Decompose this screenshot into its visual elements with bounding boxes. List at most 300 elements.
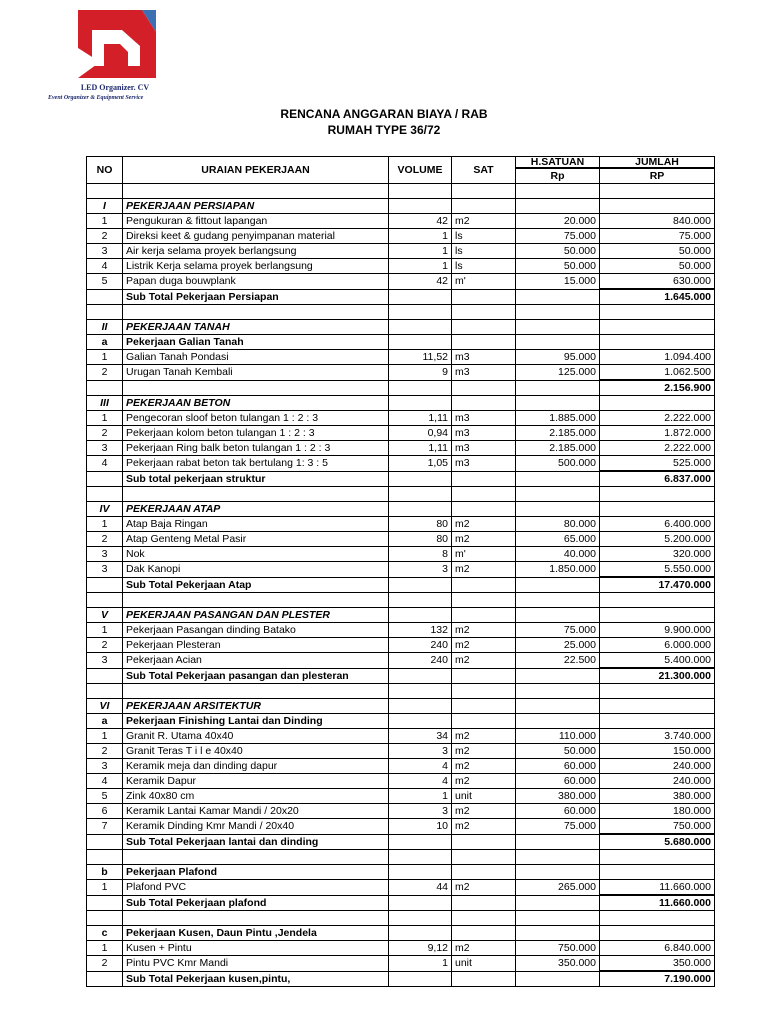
logo-tagline: Event Organizer & Equipment Service: [48, 95, 144, 101]
cell-sat: [452, 834, 516, 850]
cell-sat: m2: [452, 759, 516, 774]
cell-hsatuan: 265.000: [516, 880, 600, 896]
cell-no: IV: [87, 502, 123, 517]
header-no: NO: [87, 157, 123, 184]
cell-volume: 4: [389, 774, 452, 789]
cell-no: 3: [87, 653, 123, 669]
cell-sat: m2: [452, 804, 516, 819]
table-row: [87, 214, 715, 229]
cell-sat: [452, 305, 516, 320]
cell-jumlah: 1.062.500: [600, 365, 715, 381]
cell-volume: [389, 699, 452, 714]
cell-hsatuan: 1.850.000: [516, 562, 600, 578]
rab-table: [86, 156, 715, 987]
cell-hsatuan: [516, 911, 600, 926]
cell-uraian: Pintu PVC Kmr Mandi: [123, 956, 389, 972]
cell-sat: [452, 396, 516, 411]
cell-uraian: [123, 184, 389, 199]
cell-jumlah: 3.740.000: [600, 729, 715, 744]
cell-sat: m2: [452, 638, 516, 653]
cell-no: [87, 684, 123, 699]
cell-jumlah: 1.094.400: [600, 350, 715, 365]
cell-volume: [389, 305, 452, 320]
cell-sat: m3: [452, 411, 516, 426]
cell-hsatuan: [516, 926, 600, 941]
cell-jumlah: [600, 714, 715, 729]
cell-hsatuan: [516, 502, 600, 517]
cell-jumlah: [600, 305, 715, 320]
cell-uraian: Dak Kanopi: [123, 562, 389, 578]
cell-no: 1: [87, 411, 123, 426]
cell-jumlah: 840.000: [600, 214, 715, 229]
cell-sat: m3: [452, 456, 516, 472]
table-row: [87, 956, 715, 972]
table-row: [87, 244, 715, 259]
cell-jumlah: 1.872.000: [600, 426, 715, 441]
cell-uraian: Sub Total Pekerjaan pasangan dan plesteran: [123, 668, 389, 684]
section-row: [87, 320, 715, 335]
cell-uraian: PEKERJAAN BETON: [123, 396, 389, 411]
table-row: [87, 759, 715, 774]
cell-no: 1: [87, 214, 123, 229]
cell-hsatuan: 50.000: [516, 259, 600, 274]
table-row: [87, 819, 715, 835]
cell-volume: 240: [389, 653, 452, 669]
cell-uraian: Papan duga bouwplank: [123, 274, 389, 290]
cell-jumlah: [600, 684, 715, 699]
cell-no: [87, 305, 123, 320]
cell-hsatuan: [516, 305, 600, 320]
blank-row: [87, 850, 715, 865]
header-sat: SAT: [452, 157, 516, 184]
cell-sat: [452, 926, 516, 941]
cell-sat: m2: [452, 819, 516, 835]
cell-volume: [389, 608, 452, 623]
cell-uraian: Pekerjaan Acian: [123, 653, 389, 669]
header-hsatuan-unit: Rp: [516, 168, 600, 184]
table-row: [87, 638, 715, 653]
cell-hsatuan: 60.000: [516, 774, 600, 789]
cell-volume: [389, 668, 452, 684]
cell-jumlah: 2.222.000: [600, 411, 715, 426]
cell-sat: [452, 699, 516, 714]
subtotal-row: [87, 380, 715, 396]
cell-jumlah: 11.660.000: [600, 880, 715, 896]
cell-jumlah: 350.000: [600, 956, 715, 972]
cell-volume: [389, 850, 452, 865]
cell-no: 2: [87, 956, 123, 972]
table-row: [87, 456, 715, 472]
cell-volume: [389, 834, 452, 850]
cell-hsatuan: [516, 684, 600, 699]
cell-sat: [452, 320, 516, 335]
cell-jumlah: 6.400.000: [600, 517, 715, 532]
cell-volume: 1: [389, 244, 452, 259]
table-row: [87, 623, 715, 638]
cell-no: [87, 593, 123, 608]
cell-volume: 9,12: [389, 941, 452, 956]
cell-volume: 42: [389, 274, 452, 290]
table-row: [87, 259, 715, 274]
subtotal-row: [87, 895, 715, 911]
cell-no: II: [87, 320, 123, 335]
cell-jumlah: [600, 184, 715, 199]
cell-uraian: [123, 684, 389, 699]
cell-jumlah: 5.550.000: [600, 562, 715, 578]
cell-uraian: Urugan Tanah Kembali: [123, 365, 389, 381]
cell-no: 6: [87, 804, 123, 819]
cell-hsatuan: [516, 593, 600, 608]
cell-uraian: Granit R. Utama 40x40: [123, 729, 389, 744]
cell-uraian: [123, 593, 389, 608]
cell-volume: 3: [389, 562, 452, 578]
cell-uraian: Sub Total Pekerjaan Atap: [123, 577, 389, 593]
cell-sat: m3: [452, 365, 516, 381]
cell-volume: 80: [389, 517, 452, 532]
cell-uraian: PEKERJAAN PASANGAN DAN PLESTER: [123, 608, 389, 623]
cell-volume: 42: [389, 214, 452, 229]
cell-sat: ls: [452, 244, 516, 259]
cell-uraian: Galian Tanah Pondasi: [123, 350, 389, 365]
cell-jumlah: 2.222.000: [600, 441, 715, 456]
house-logo-icon: [74, 8, 158, 80]
cell-no: 2: [87, 365, 123, 381]
cell-uraian: [123, 305, 389, 320]
cell-sat: m2: [452, 653, 516, 669]
cell-no: 3: [87, 441, 123, 456]
cell-jumlah: [600, 608, 715, 623]
cell-hsatuan: [516, 335, 600, 350]
subsection-row: [87, 926, 715, 941]
cell-sat: m2: [452, 214, 516, 229]
blank-row: [87, 184, 715, 199]
header-jumlah: JUMLAH: [600, 157, 715, 169]
blank-row: [87, 911, 715, 926]
cell-jumlah: 9.900.000: [600, 623, 715, 638]
cell-jumlah: [600, 593, 715, 608]
cell-volume: [389, 714, 452, 729]
cell-hsatuan: 60.000: [516, 804, 600, 819]
cell-hsatuan: 50.000: [516, 244, 600, 259]
cell-hsatuan: 1.885.000: [516, 411, 600, 426]
cell-no: 5: [87, 274, 123, 290]
cell-sat: [452, 850, 516, 865]
cell-volume: [389, 971, 452, 987]
cell-no: c: [87, 926, 123, 941]
cell-hsatuan: 75.000: [516, 229, 600, 244]
header-row-top: [87, 157, 715, 169]
cell-sat: m3: [452, 350, 516, 365]
cell-jumlah: 6.000.000: [600, 638, 715, 653]
cell-volume: [389, 593, 452, 608]
cell-uraian: PEKERJAAN ARSITEKTUR: [123, 699, 389, 714]
cell-jumlah: 5.400.000: [600, 653, 715, 669]
cell-no: III: [87, 396, 123, 411]
cell-volume: 1: [389, 259, 452, 274]
cell-sat: unit: [452, 789, 516, 804]
cell-sat: [452, 911, 516, 926]
subsection-row: [87, 714, 715, 729]
cell-hsatuan: [516, 289, 600, 305]
cell-hsatuan: [516, 199, 600, 214]
table-row: [87, 547, 715, 562]
cell-sat: [452, 668, 516, 684]
cell-uraian: Zink 40x80 cm: [123, 789, 389, 804]
cell-no: [87, 895, 123, 911]
cell-jumlah: 50.000: [600, 259, 715, 274]
cell-no: VI: [87, 699, 123, 714]
table-body: [87, 184, 715, 987]
cell-no: [87, 668, 123, 684]
cell-hsatuan: [516, 608, 600, 623]
cell-volume: 9: [389, 365, 452, 381]
cell-sat: m': [452, 274, 516, 290]
cell-hsatuan: [516, 380, 600, 396]
cell-uraian: Pekerjaan Galian Tanah: [123, 335, 389, 350]
cell-volume: [389, 335, 452, 350]
cell-no: [87, 971, 123, 987]
cell-no: [87, 834, 123, 850]
cell-hsatuan: 20.000: [516, 214, 600, 229]
cell-uraian: Pekerjaan Finishing Lantai dan Dinding: [123, 714, 389, 729]
section-row: [87, 608, 715, 623]
cell-sat: [452, 593, 516, 608]
cell-sat: [452, 289, 516, 305]
cell-hsatuan: 50.000: [516, 744, 600, 759]
cell-uraian: Pekerjaan Pasangan dinding Batako: [123, 623, 389, 638]
cell-sat: [452, 577, 516, 593]
cell-no: a: [87, 335, 123, 350]
cell-uraian: Sub Total Pekerjaan plafond: [123, 895, 389, 911]
cell-hsatuan: [516, 865, 600, 880]
cell-sat: [452, 684, 516, 699]
cell-sat: m': [452, 547, 516, 562]
cell-volume: [389, 895, 452, 911]
cell-sat: [452, 487, 516, 502]
blank-row: [87, 487, 715, 502]
cell-jumlah: [600, 502, 715, 517]
cell-sat: ls: [452, 259, 516, 274]
table-row: [87, 229, 715, 244]
cell-jumlah: 750.000: [600, 819, 715, 835]
cell-hsatuan: 125.000: [516, 365, 600, 381]
cell-no: [87, 184, 123, 199]
cell-uraian: Pekerjaan Kusen, Daun Pintu ,Jendela: [123, 926, 389, 941]
cell-no: 1: [87, 880, 123, 896]
cell-no: I: [87, 199, 123, 214]
cell-no: [87, 850, 123, 865]
section-row: [87, 396, 715, 411]
cell-jumlah: [600, 199, 715, 214]
cell-no: 4: [87, 774, 123, 789]
header-uraian: URAIAN PEKERJAAN: [123, 157, 389, 184]
cell-uraian: Keramik Dapur: [123, 774, 389, 789]
cell-volume: 1: [389, 789, 452, 804]
cell-volume: [389, 684, 452, 699]
cell-no: [87, 577, 123, 593]
cell-uraian: Kusen + Pintu: [123, 941, 389, 956]
cell-uraian: Air kerja selama proyek berlangsung: [123, 244, 389, 259]
cell-jumlah: 525.000: [600, 456, 715, 472]
cell-sat: m2: [452, 744, 516, 759]
cell-no: 4: [87, 259, 123, 274]
cell-sat: [452, 471, 516, 487]
cell-sat: [452, 895, 516, 911]
cell-volume: 4: [389, 759, 452, 774]
table-row: [87, 729, 715, 744]
subsection-row: [87, 335, 715, 350]
header-volume: VOLUME: [389, 157, 452, 184]
cell-hsatuan: 80.000: [516, 517, 600, 532]
table-row: [87, 411, 715, 426]
cell-hsatuan: [516, 699, 600, 714]
cell-no: [87, 380, 123, 396]
table-row: [87, 441, 715, 456]
cell-sat: [452, 502, 516, 517]
cell-jumlah: [600, 926, 715, 941]
cell-hsatuan: [516, 577, 600, 593]
section-row: [87, 199, 715, 214]
cell-sat: m2: [452, 941, 516, 956]
subsection-row: [87, 865, 715, 880]
cell-volume: 44: [389, 880, 452, 896]
cell-hsatuan: 110.000: [516, 729, 600, 744]
cell-jumlah: 17.470.000: [600, 577, 715, 593]
cell-sat: m2: [452, 562, 516, 578]
cell-uraian: Sub total pekerjaan struktur: [123, 471, 389, 487]
cell-sat: [452, 380, 516, 396]
cell-hsatuan: [516, 850, 600, 865]
cell-uraian: Granit Teras T i l e 40x40: [123, 744, 389, 759]
table-row: [87, 562, 715, 578]
cell-jumlah: 75.000: [600, 229, 715, 244]
cell-sat: m3: [452, 426, 516, 441]
cell-no: 2: [87, 638, 123, 653]
cell-volume: 11,52: [389, 350, 452, 365]
cell-no: 2: [87, 532, 123, 547]
cell-uraian: Pengukuran & fittout lapangan: [123, 214, 389, 229]
cell-uraian: Sub Total Pekerjaan kusen,pintu,: [123, 971, 389, 987]
cell-no: 4: [87, 456, 123, 472]
cell-jumlah: 380.000: [600, 789, 715, 804]
cell-volume: [389, 396, 452, 411]
subtotal-row: [87, 668, 715, 684]
cell-hsatuan: [516, 471, 600, 487]
cell-uraian: PEKERJAAN ATAP: [123, 502, 389, 517]
cell-jumlah: [600, 850, 715, 865]
cell-uraian: Atap Genteng Metal Pasir: [123, 532, 389, 547]
cell-uraian: Pekerjaan Plafond: [123, 865, 389, 880]
cell-sat: ls: [452, 229, 516, 244]
cell-no: 3: [87, 244, 123, 259]
cell-hsatuan: 65.000: [516, 532, 600, 547]
cell-hsatuan: 350.000: [516, 956, 600, 972]
cell-sat: [452, 608, 516, 623]
cell-sat: m3: [452, 441, 516, 456]
table-row: [87, 744, 715, 759]
blank-row: [87, 305, 715, 320]
cell-jumlah: [600, 396, 715, 411]
cell-uraian: Pekerjaan rabat beton tak bertulang 1: 3 : 5: [123, 456, 389, 472]
cell-uraian: Sub Total Pekerjaan Persiapan: [123, 289, 389, 305]
cell-volume: 1: [389, 956, 452, 972]
cell-sat: m2: [452, 517, 516, 532]
cell-hsatuan: 95.000: [516, 350, 600, 365]
cell-volume: 240: [389, 638, 452, 653]
cell-no: 5: [87, 789, 123, 804]
cell-jumlah: 6.840.000: [600, 941, 715, 956]
cell-jumlah: [600, 699, 715, 714]
cell-volume: 1,11: [389, 411, 452, 426]
cell-sat: [452, 199, 516, 214]
subtotal-row: [87, 834, 715, 850]
header-hsatuan: H.SATUAN: [516, 157, 600, 169]
cell-jumlah: 630.000: [600, 274, 715, 290]
cell-volume: [389, 320, 452, 335]
cell-sat: [452, 335, 516, 350]
cell-no: 1: [87, 941, 123, 956]
cell-no: 3: [87, 562, 123, 578]
cell-uraian: Sub Total Pekerjaan lantai dan dinding: [123, 834, 389, 850]
cell-no: [87, 471, 123, 487]
cell-uraian: PEKERJAAN TANAH: [123, 320, 389, 335]
table-row: [87, 804, 715, 819]
subtotal-row: [87, 577, 715, 593]
cell-uraian: Pengecoran sloof beton tulangan 1 : 2 : 3: [123, 411, 389, 426]
cell-no: 1: [87, 729, 123, 744]
cell-volume: [389, 577, 452, 593]
cell-hsatuan: 380.000: [516, 789, 600, 804]
cell-jumlah: 5.680.000: [600, 834, 715, 850]
cell-volume: [389, 502, 452, 517]
cell-no: V: [87, 608, 123, 623]
cell-no: [87, 487, 123, 502]
cell-volume: 132: [389, 623, 452, 638]
cell-volume: 10: [389, 819, 452, 835]
cell-sat: m2: [452, 774, 516, 789]
cell-jumlah: [600, 335, 715, 350]
cell-jumlah: 320.000: [600, 547, 715, 562]
cell-hsatuan: [516, 184, 600, 199]
cell-no: 1: [87, 517, 123, 532]
table-row: [87, 880, 715, 896]
subtotal-row: [87, 971, 715, 987]
cell-uraian: Keramik Lantai Kamar Mandi / 20x20: [123, 804, 389, 819]
table-row: [87, 774, 715, 789]
cell-jumlah: [600, 911, 715, 926]
cell-volume: [389, 199, 452, 214]
cell-jumlah: 21.300.000: [600, 668, 715, 684]
cell-jumlah: [600, 487, 715, 502]
company-logo: [50, 8, 190, 108]
cell-volume: 3: [389, 744, 452, 759]
cell-sat: [452, 865, 516, 880]
cell-sat: m2: [452, 532, 516, 547]
cell-no: 3: [87, 759, 123, 774]
section-row: [87, 699, 715, 714]
cell-hsatuan: 500.000: [516, 456, 600, 472]
cell-hsatuan: 75.000: [516, 623, 600, 638]
cell-uraian: Nok: [123, 547, 389, 562]
cell-sat: [452, 971, 516, 987]
cell-sat: [452, 714, 516, 729]
cell-uraian: Keramik Dinding Kmr Mandi / 20x40: [123, 819, 389, 835]
cell-jumlah: 240.000: [600, 774, 715, 789]
cell-no: 1: [87, 350, 123, 365]
cell-hsatuan: [516, 714, 600, 729]
cell-no: 3: [87, 547, 123, 562]
document-subtitle: RUMAH TYPE 36/72: [327, 123, 441, 137]
